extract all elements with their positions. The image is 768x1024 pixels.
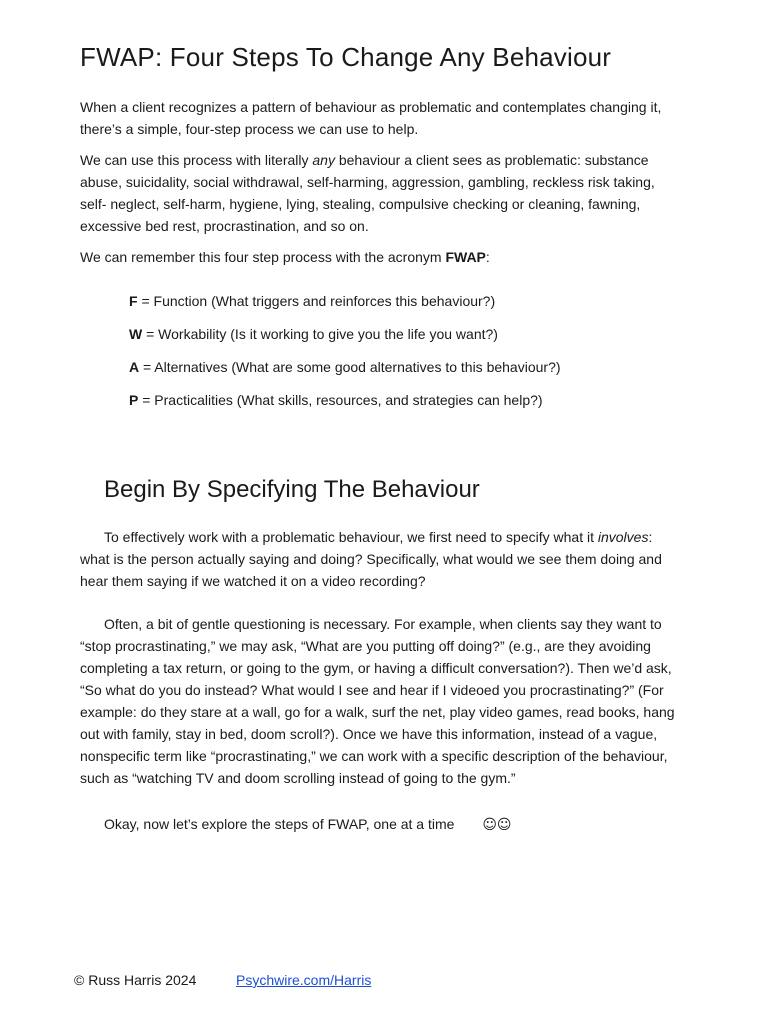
fwap-steps-list [129, 290, 561, 422]
step-practicalities [129, 389, 561, 422]
step-function [129, 290, 561, 323]
acronym-text-end: : [485, 249, 490, 265]
intro-paragraph: When a client recognizes a pattern of behaviour as problematic and contemplates changing it, there’s a simple, four-step process we can use to help. [80, 99, 662, 137]
psychwire-link[interactable]: Psychwire.com/Harris [236, 972, 372, 988]
smiley-icon: ☺☺ [482, 817, 512, 833]
specify-text-start: To effectively work with a problematic behaviour, we first need to specify what it [104, 529, 598, 545]
step-letter: A [129, 359, 140, 375]
step-letter: F [129, 293, 138, 309]
section-heading: Begin By Specifying The Behaviour [104, 476, 480, 503]
step-alternatives [129, 356, 561, 389]
closing-text: Okay, now let’s explore the steps of FWAP, one at a time [104, 816, 459, 832]
acronym-text-start: We can remember this four step process with the acronym [80, 249, 446, 265]
specify-text-end: : what is the person actually saying and doing? Specifically, what would we see them doing and hear them saying if we watched it on a video recording? [80, 529, 662, 589]
step-description: = Workability (Is it working to give you the life you want?) [142, 326, 498, 342]
usage-text-start: We can use this process with literally [80, 152, 313, 168]
step-description: = Alternatives (What are some good alternatives to this behaviour?) [139, 359, 561, 375]
specify-paragraph-2: Often, a bit of gentle questioning is necessary. For example, when clients say they want to “stop procrastinating,” we may ask, “What are you putting off doing?” (e.g., are they avoiding completing a tax return, or going to the gym, or having a difficult conversation?). Then we’d ask, “So what do you do instead? What would I see and hear if I videoed you procrastinating?” (For example: do they stare at a wall, go for a walk, surf the net, play video games, read books, hang out with family, stay in bed, doom scroll?). Once we have this information, instead of a vague, nonspecific term like “procrastinating,” we can work with a specific description of the behaviour, such as “watching TV and doom scrolling instead of going to the gym.” [80, 616, 675, 786]
copyright-notice: © Russ Harris 2024 [74, 972, 197, 988]
acronym-word: FWAP [445, 249, 486, 265]
specify-paragraph-1 [80, 526, 680, 592]
usage-emphasis: any [312, 152, 335, 168]
step-workability [129, 323, 561, 356]
usage-text-end: behaviour a client sees as problematic: substance abuse, suicidality, social withdrawal, self-harming, aggression, gambling, reckless risk taking, self- neglect, self-harm, hygiene, lying, stealing, compulsive checking or cleaning, fawning, excessive bed rest, procrastination, and so on. [80, 152, 655, 234]
step-letter: W [129, 326, 143, 342]
page-title: FWAP: Four Steps To Change Any Behaviour [80, 42, 612, 72]
step-description: = Function (What triggers and reinforces this behaviour?) [137, 293, 496, 309]
usage-paragraph [80, 149, 680, 237]
specify-paragraph-3 [80, 813, 680, 836]
acronym-paragraph [80, 246, 680, 268]
specify-emphasis: involves [597, 529, 649, 545]
step-description: = Practicalities (What skills, resources, and strategies can help?) [138, 392, 543, 408]
step-letter: P [129, 392, 139, 408]
